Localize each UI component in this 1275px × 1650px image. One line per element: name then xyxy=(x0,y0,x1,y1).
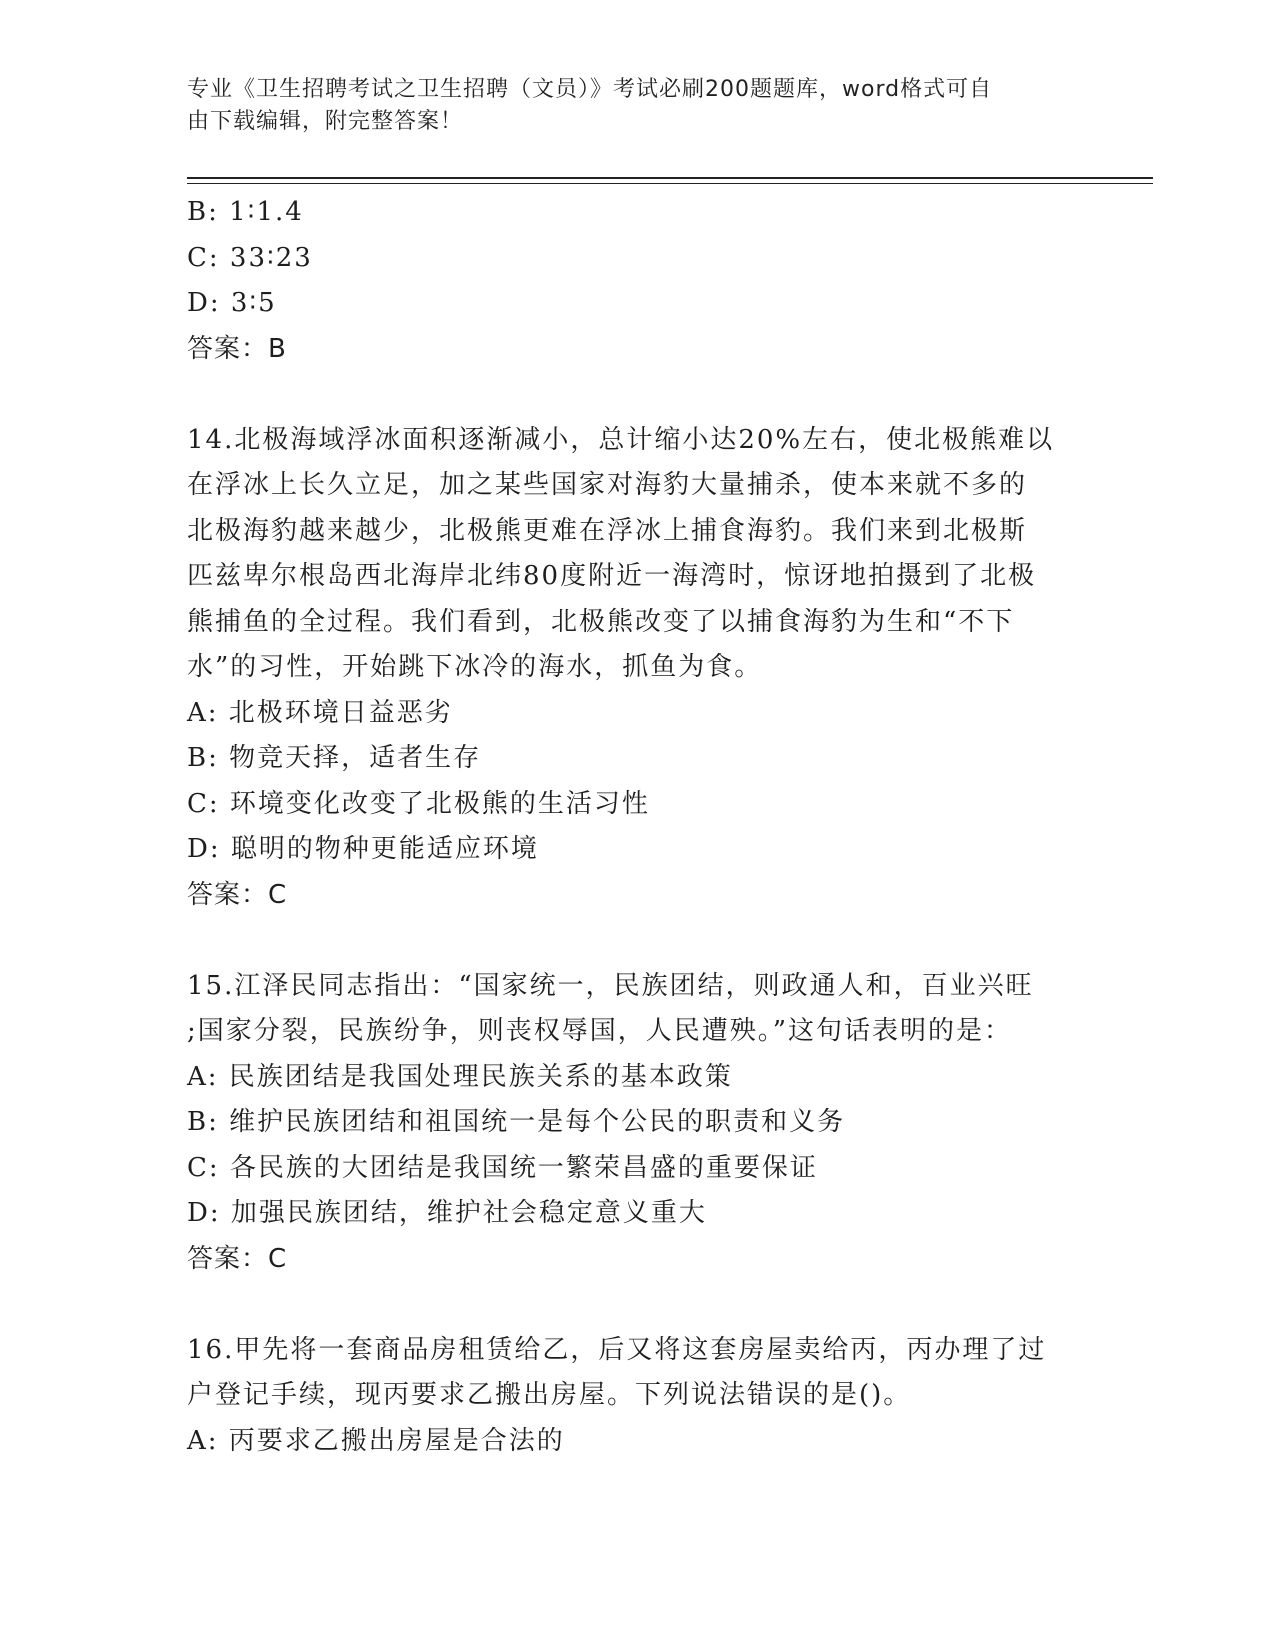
answer-label: 答案：B xyxy=(187,333,287,364)
option-d: D: 加强民族团结，维护社会稳定意义重大 xyxy=(187,1198,707,1228)
question-14-block xyxy=(187,418,1077,919)
spacer xyxy=(187,372,1077,418)
question-text-line: 16.甲先将一套商品房租赁给乙，后又将这套房屋卖给丙，丙办理了过 xyxy=(187,1334,1047,1365)
answer-label: 答案：C xyxy=(187,879,288,910)
question-text-line: 15.江泽民同志指出：“国家统一，民族团结，则政通人和，百业兴旺 xyxy=(187,970,1034,1001)
question-text-line: 熊捕鱼的全过程。我们看到，北极熊改变了以捕食海豹为生和“不下 xyxy=(187,606,1015,637)
question-list xyxy=(187,190,1077,1464)
header-title-line-1: 专业《卫生招聘考试之卫生招聘（文员）》考试必刷200题题库，word格式可自 xyxy=(187,77,993,102)
option-b: B: 物竞天择，适者生存 xyxy=(187,743,482,773)
question-text-line: 水”的习性，开始跳下冰冷的海水，抓鱼为食。 xyxy=(187,652,763,682)
question-15-block xyxy=(187,964,1077,1283)
spacer xyxy=(187,918,1077,964)
page-header xyxy=(187,74,1067,138)
header-divider-thick xyxy=(187,177,1153,179)
question-text-line: 北极海豹越来越少，北极熊更难在浮冰上捕食海豹。我们来到北极斯 xyxy=(187,515,1028,546)
spacer xyxy=(187,1282,1077,1328)
question-text-line: 户登记手续，现丙要求乙搬出房屋。下列说法错误的是()。 xyxy=(187,1380,912,1410)
option-a: A: 北极环境日益恶劣 xyxy=(187,697,453,728)
option-d: D: 聪明的物种更能适应环境 xyxy=(187,834,539,864)
question-text-line: ;国家分裂，民族纷争，则丧权辱国，人民遭殃。”这句话表明的是： xyxy=(187,1016,1013,1046)
option-a: A: 丙要求乙搬出房屋是合法的 xyxy=(187,1425,565,1456)
question-text-line: 在浮冰上长久立足，加之某些国家对海豹大量捕杀，使本来就不多的 xyxy=(187,470,1028,500)
header-divider-thin xyxy=(187,183,1153,184)
option-c: C: 环境变化改变了北极熊的生活习性 xyxy=(187,788,650,819)
option-c: C: 各民族的大团结是我国统一繁荣昌盛的重要保证 xyxy=(187,1152,818,1183)
option-c: C: 33∶23 xyxy=(187,242,313,273)
option-b: B: 1∶1.4 xyxy=(187,197,304,227)
question-text-line: 匹兹卑尔根岛西北海岸北纬80度附近一海湾时，惊讶地拍摄到了北极 xyxy=(187,561,1037,591)
question-13-block xyxy=(187,190,1077,372)
question-16-block xyxy=(187,1328,1077,1465)
option-b: B: 维护民族团结和祖国统一是每个公民的职责和义务 xyxy=(187,1107,846,1137)
option-a: A: 民族团结是我国处理民族关系的基本政策 xyxy=(187,1061,733,1092)
answer-label: 答案：C xyxy=(187,1243,288,1274)
header-title-line-2: 由下载编辑，附完整答案！ xyxy=(187,109,464,134)
question-text-line: 14.北极海域浮冰面积逐渐减小，总计缩小达20%左右，使北极熊难以 xyxy=(187,424,1055,455)
option-d: D: 3∶5 xyxy=(187,288,277,318)
